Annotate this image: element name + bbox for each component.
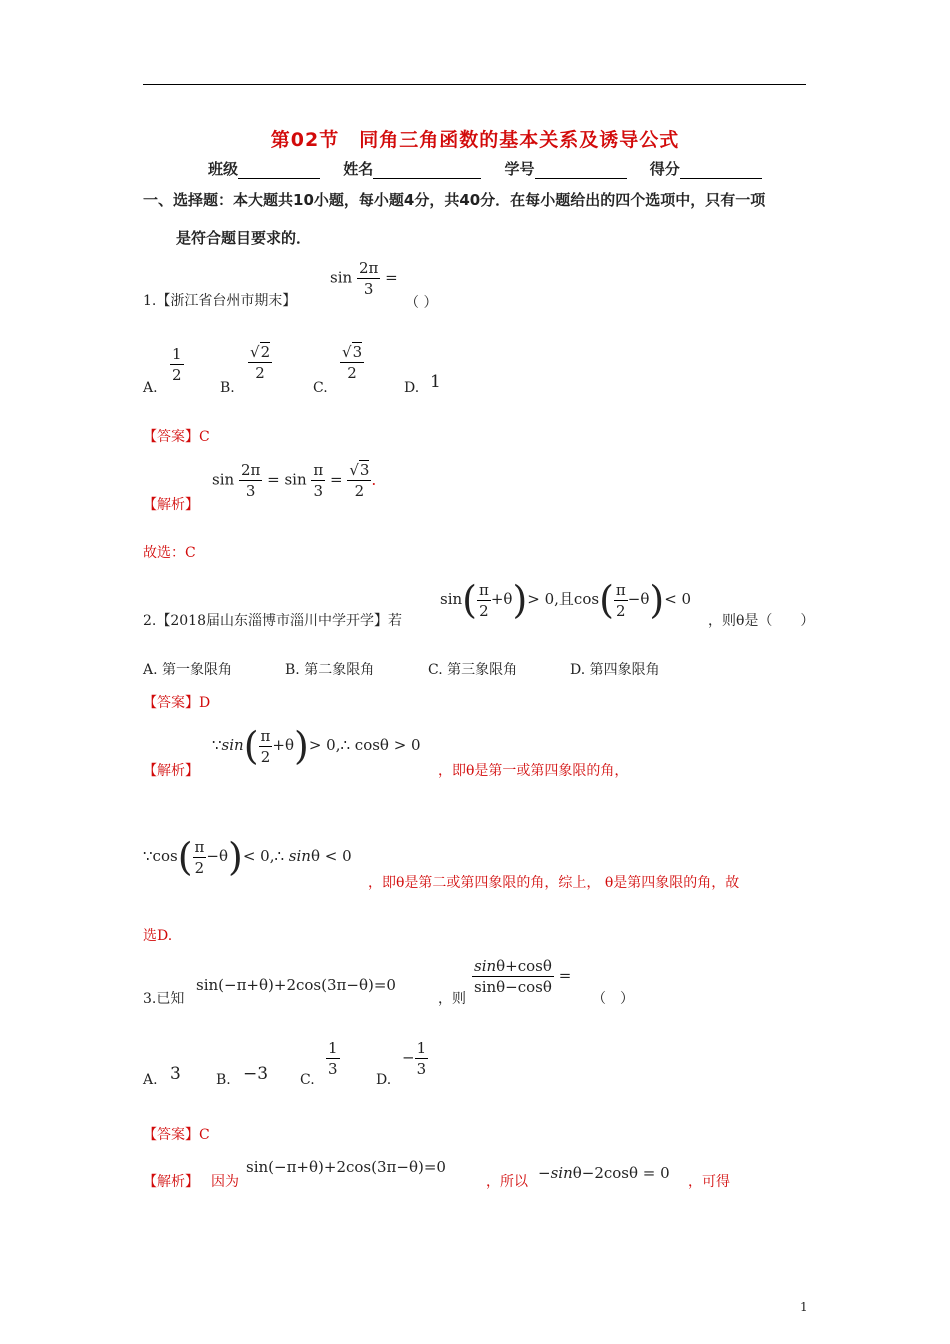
q3-option-c: C. — [300, 1072, 315, 1088]
q1-option-b: B. — [220, 380, 235, 396]
id-blank[interactable] — [535, 163, 627, 179]
q1-option-d: D. — [404, 380, 420, 396]
q3-option-d: D. — [376, 1072, 392, 1088]
q3-can: ，可得 — [688, 1174, 730, 1190]
q1-blank: （ ） — [405, 295, 438, 311]
q2-analysis-text-2: ，即θ是第二或第四象限的角，综上， θ是第四象限的角，故 — [368, 875, 740, 891]
q2-option-a: A. 第一象限角 — [143, 662, 233, 678]
q3-option-b-value: −3 — [243, 1064, 269, 1084]
q2-analysis-label: 【解析】 — [143, 763, 199, 779]
q2-tail: ，则θ是（ ） — [708, 613, 815, 629]
q3-option-c-value: $\frac{1}{3}$ — [328, 1039, 338, 1078]
q3-prefix: 3.已知 — [143, 991, 185, 1007]
score-label: 得分 — [649, 160, 680, 178]
q1-formula: sin $\frac{2\pi}{3}$ = — [330, 259, 398, 298]
q1-analysis-formula: sin $\frac{2\pi}{3}$ = sin $\frac{\pi}{3}$ = $\frac{√3}{2}$ ． — [212, 461, 387, 500]
class-blank[interactable] — [238, 163, 320, 179]
student-info-row — [208, 158, 762, 179]
q3-target-formula: $\frac{\sin\theta+\cos\theta}{\sin\theta-\cos\theta}$ = — [474, 957, 572, 996]
q1-prefix: 1.【浙江省台州市期末】 — [143, 293, 297, 309]
q1-option-d-value: 1 — [430, 372, 441, 392]
q3-option-d-value: − $\frac{1}{3}$ — [402, 1039, 427, 1078]
q2-condition-formula: sin( $\frac{\pi}{2}$ +θ)> 0,且cos( $\frac{\pi}{2}$ −θ)< 0 — [440, 578, 692, 622]
q3-analysis-formula-2: −sinθ−2cosθ = 0 — [538, 1164, 670, 1182]
page-number: 1 — [800, 1300, 808, 1314]
section-heading-line1: 一、选择题：本大题共10小题，每小题4分，共40分．在每小题给出的四个选项中，只有一项 — [143, 191, 766, 209]
q3-option-b: B. — [216, 1072, 231, 1088]
q3-option-a-value: 3 — [170, 1064, 181, 1084]
q2-analysis-formula-2: ∵cos( $\frac{\pi}{2}$ −θ)< 0,∴ sinθ < 0 — [143, 835, 352, 879]
page-title: 第02节 同角三角函数的基本关系及诱导公式 — [270, 129, 680, 151]
score-blank[interactable] — [680, 163, 762, 179]
q1-analysis-label: 【解析】 — [143, 497, 199, 513]
q1-conclusion: 故选：C — [143, 545, 196, 561]
q1-option-b-value: $\frac{√2}{2}$ — [250, 343, 271, 382]
q2-option-b: B. 第二象限角 — [285, 662, 375, 678]
class-label: 班级 — [208, 160, 239, 178]
name-blank[interactable] — [373, 163, 481, 179]
q3-because: 因为 — [211, 1174, 239, 1190]
section-heading-line2: 是符合题目要求的． — [176, 229, 312, 247]
q3-option-a: A. — [143, 1072, 158, 1088]
q3-so: ，所以 — [486, 1174, 528, 1190]
q2-analysis-text-1: ，即θ是第一或第四象限的角， — [438, 763, 629, 779]
q3-answer: 【答案】C — [143, 1127, 210, 1143]
q1-option-c-value: $\frac{√3}{2}$ — [342, 343, 363, 382]
q3-mid: ，则 — [438, 991, 466, 1007]
q2-option-d: D. 第四象限角 — [570, 662, 660, 678]
q1-answer: 【答案】C — [143, 429, 210, 445]
q2-option-c: C. 第三象限角 — [428, 662, 518, 678]
q3-condition-formula: sin(−π+θ)+2cos(3π−θ)=0 — [196, 976, 396, 994]
q3-blank: （ ） — [592, 991, 634, 1007]
header-rule — [143, 84, 806, 85]
name-label: 姓名 — [343, 160, 374, 178]
q2-answer: 【答案】D — [143, 695, 211, 711]
q2-analysis-formula-1: ∵sin( $\frac{\pi}{2}$ +θ)> 0,∴ cosθ > 0 — [212, 724, 421, 768]
q1-option-c: C. — [313, 380, 328, 396]
q3-analysis-formula-1: sin(−π+θ)+2cos(3π−θ)=0 — [246, 1158, 446, 1176]
q2-prefix: 2.【2018届山东淄博市淄川中学开学】若 — [143, 613, 402, 629]
id-label: 学号 — [504, 160, 535, 178]
q1-option-a: A. — [143, 380, 158, 396]
q2-analysis-text-3: 选D. — [143, 928, 173, 944]
q3-analysis-label: 【解析】 — [143, 1174, 199, 1190]
q1-option-a-value: $\frac{1}{2}$ — [172, 345, 182, 384]
